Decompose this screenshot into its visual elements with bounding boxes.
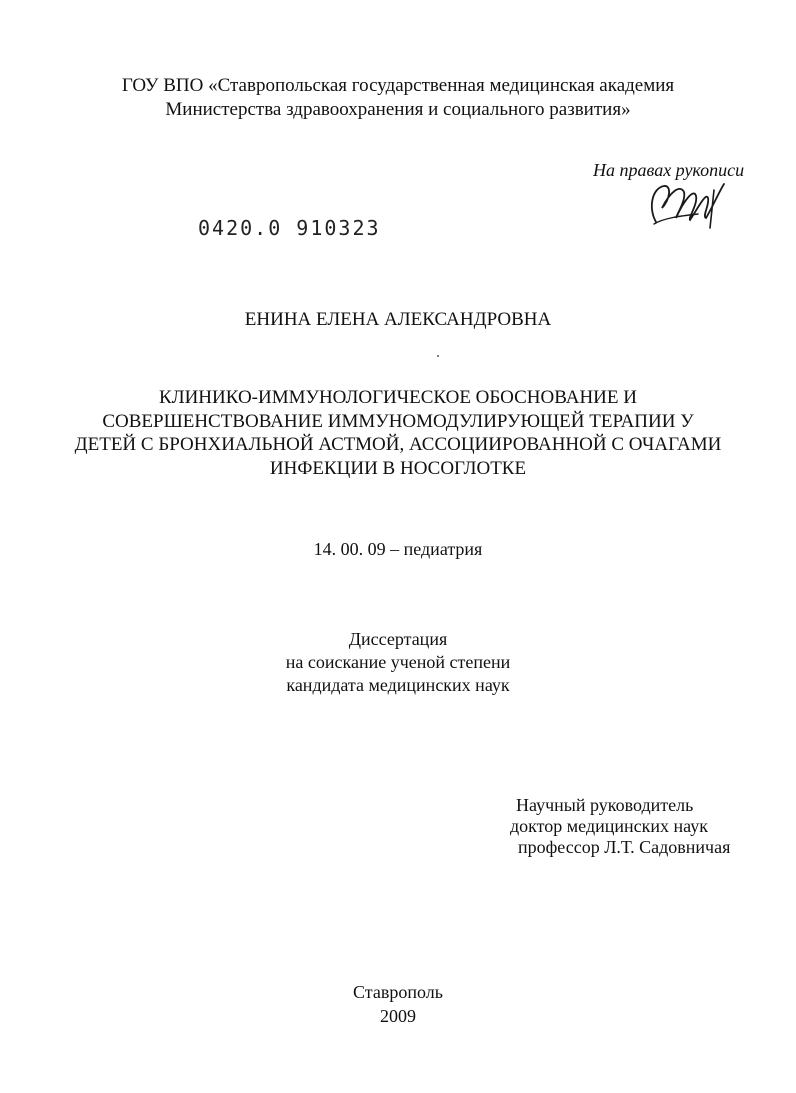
registry-code: 0420.0 910323: [198, 216, 381, 240]
org-line-2: Министерства здравоохранения и социального развития»: [165, 99, 631, 120]
title-line-2: СОВЕРШЕНСТВОВАНИЕ ИММУНОМОДУЛИРУЮЩЕЙ ТЕРАПИИ У: [102, 410, 694, 432]
degree-line-2: на соискание ученой степени: [285, 652, 511, 672]
dissertation-title: [0, 386, 796, 480]
supervisor-line-2: доктор медицинских наук: [510, 816, 708, 836]
rights-note: На правах рукописи: [593, 160, 745, 180]
handwritten-signature: [640, 178, 730, 230]
year: 2009: [380, 1006, 416, 1026]
degree-line-1: Диссертация: [348, 629, 448, 649]
city: Ставрополь: [353, 982, 443, 1002]
supervisor-line-1: Научный руководитель: [516, 795, 694, 815]
author-name: ЕНИНА ЕЛЕНА АЛЕКСАНДРОВНА: [244, 309, 552, 330]
title-line-1: КЛИНИКО-ИММУНОЛОГИЧЕСКОЕ ОБОСНОВАНИЕ И: [159, 387, 637, 408]
title-line-4: ИНФЕКЦИИ В НОСОГЛОТКЕ: [269, 457, 527, 479]
scan-speck: [437, 355, 439, 357]
title-line-3: ДЕТЕЙ С БРОНХИАЛЬНОЙ АСТМОЙ, АССОЦИИРОВАННОЙ С ОЧАГАМИ: [74, 434, 722, 455]
degree-statement: [0, 628, 796, 697]
organization-header: [0, 74, 796, 122]
supervisor-line-3: профессор Л.Т. Садовничая: [518, 837, 731, 857]
degree-line-3: кандидата медицинских наук: [286, 675, 510, 695]
org-line-1: ГОУ ВПО «Ставропольская государственная медицинская академия: [121, 75, 675, 96]
footer: [0, 980, 796, 1028]
specialty: 14. 00. 09 – педиатрия: [313, 539, 483, 559]
